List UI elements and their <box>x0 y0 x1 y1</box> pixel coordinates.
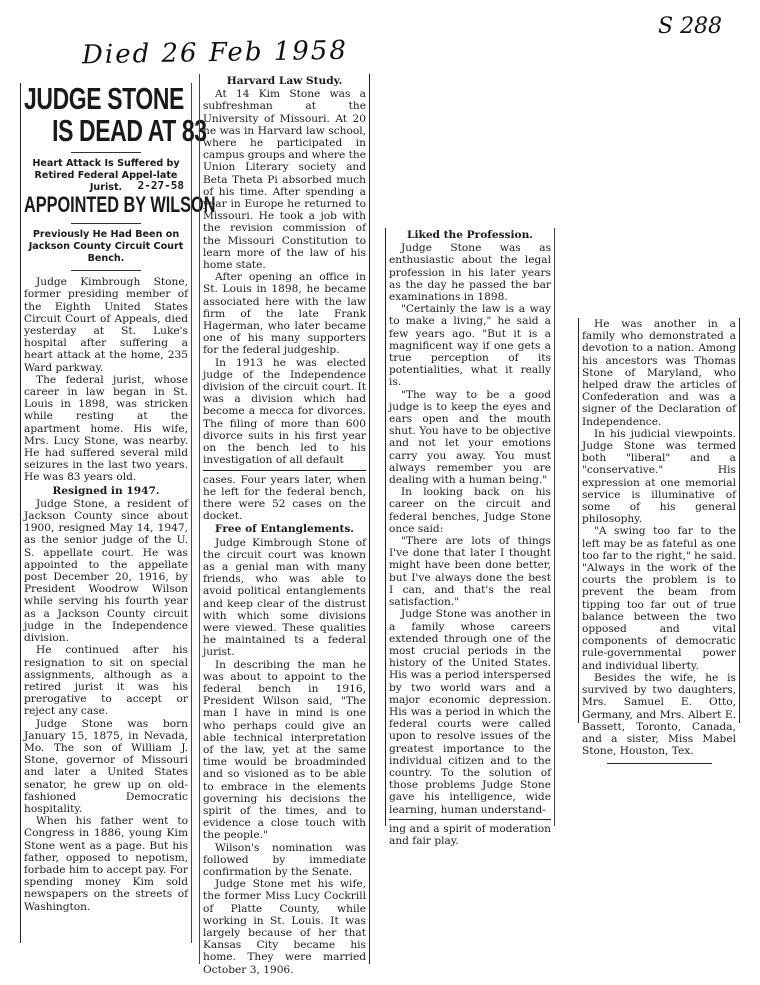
headline-line-2: IS DEAD AT 83 <box>52 113 207 148</box>
paragraph: In describing the man he was about to appoint to the federal bench in 1916, President Wilson said, "The man I have in mind is one who perhaps could give an able technical interpretation of the law, yet at the same time would be broadminded and so visioned as to be able to embrace in the elements governing his decisions the spirit of the times, and to evidence a close touch with the people." <box>203 658 366 842</box>
paragraph: Judge Kimbrough Stone of the circuit court was known as a genial man with many friends, who was able to avoid political entanglements and keep clear of the distrust with which some divisions were viewed. These qualities he maintained ts a federal jurist. <box>203 536 366 659</box>
paragraph: In looking back on his career on the circuit and federal benches, Judge Stone once said: <box>389 486 551 535</box>
paragraph: Besides the wife, he is survived by two daughters, Mrs. Samuel E. Otto, Germany, and Mrs. Albert E. Bassett, Toronto, Canada, and a sister, Miss Mabel Stone, Houston, Tex. <box>582 671 736 758</box>
paragraph: In his judicial viewpoints. Judge Stone was termed both "liberal" and a "conservative." His expression at one memorial service is illuminative of some of his general philosophy. <box>582 427 736 526</box>
paragraph: In 1913 he was elected judge of the Independence division of the circuit court. It was a division which had become a mecca for divorces. The filing of more than 600 divorce suits in his first year on the bench led to his investigation of all default <box>203 356 366 467</box>
paragraph: Judge Stone met his wife, the former Miss Lucy Cockrill of Platte County, while working in St. Louis. It was largely because of her that Kansas City became his home. They were married October 3, 1906. <box>203 878 366 976</box>
column-3 <box>385 228 555 847</box>
paragraph: Judge Stone was another in a family whose careers extended through one of the most crucial periods in the history of the United States. His was a period interspersed by two world wars and a major economic depression. His was a period in which the federal courts were called upon to resolve issues of the greatest importance to the individual citizen and to the country. To the solution of those problems Judge Stone gave his intelligence, wide learning, human understand- <box>389 608 551 816</box>
paragraph-continued: ing and a spirit of moderation and fair play. <box>389 822 551 847</box>
subheading-liked: Liked the Profession. <box>407 229 533 241</box>
paragraph: After opening an office in St. Louis in 1898, he became associated here with the law firm of the late Frank Hagerman, who later became one of his many supporters for the federal judgeship. <box>203 271 366 357</box>
deck-previously: Previously He Had Been on Jackson County Circuit Court Bench. <box>28 229 184 265</box>
divider-rule <box>71 270 141 271</box>
headline-appointed: APPOINTED BY WILSON <box>24 192 216 218</box>
paragraph: Judge Stone, a resident of Jackson County since about 1900, resigned May 14, 1947, as the senior judge of the U. S. appellate court. He was appointed to the appellate post December 20, 1916, by President Woodrow Wilson while serving his fourth year as a Jackson County circuit judge in the Independence division. <box>24 497 188 645</box>
paragraph: Wilson's nomination was followed by immediate confirmation by the Senate. <box>203 841 366 878</box>
handwritten-date-annotation: Died 26 Feb 1958 <box>81 35 349 71</box>
column-1 <box>20 81 216 943</box>
paragraph: The federal jurist, whose career in law began in St. Louis in 1898, was stricken while resting at the apartment home. His wife, Mrs. Lucy Stone, was nearby. He had suffered several mild seizures in the last two years. He was 83 years old. <box>24 373 188 484</box>
paragraph: When his father went to Congress in 1886, young Kim Stone went as a page. But his father, opposed to nepotism, forbade him to accept pay. For spending money Kim sold newspapers on the streets of Washington. <box>24 815 188 913</box>
headline-line-1: JUDGE STONE <box>24 81 184 116</box>
clipping-divider <box>203 470 366 471</box>
handwritten-reference-annotation: S 288 <box>658 14 723 39</box>
paragraph: "There are lots of things I've done that later I thought might have been done better, but I've always done the best I can, and that's the real satisfaction." <box>389 535 551 609</box>
divider-rule <box>71 223 141 224</box>
clipping-divider <box>389 819 551 820</box>
paragraph: Judge Kimbrough Stone, former presiding member of the Eighth United States Circuit Court of Appeals, died yesterday at St. Luke's hospital after suffering a heart attack at the home, 235 Ward parkway. <box>24 276 188 374</box>
deck-heart-attack: Heart Attack Is Suffered by Retired Federal Appel-late Jurist. <box>32 158 180 193</box>
date-stamp: 2-27-58 <box>137 179 184 192</box>
column-2 <box>199 74 370 976</box>
paragraph: "The way to be a good judge is to keep the eyes and ears open and the mouth shut. You have to be objective and not let your emotions carry you away. You must always remember you are dealing with a human being." <box>389 388 551 487</box>
paragraph: "A swing too far to the left may be as fateful as one too far to the right," he said. "Always in the work of the courts the problem is to prevent the beam from tipping too far out of true balance between the two opposed and vital components of democratic rule-governmental power and individual liberty. <box>582 525 736 672</box>
subheading-free: Free of Entanglements. <box>214 523 354 536</box>
paragraph: He was another in a family who demonstrated a devotion to a nation. Among his ancestors was Thomas Stone of Maryland, who helped draw the articles of Confederation and was a signer of the Declaration of Independence. <box>582 318 736 428</box>
paragraph-continued: cases. Four years later, when he left for the federal bench, there were 52 cases on the docket. <box>203 473 366 523</box>
paragraph: He continued after his resignation to sit on special assignments, although as a retired jurist it was his prerogative to accept or reject any case. <box>24 644 188 718</box>
end-rule <box>607 763 712 764</box>
subheading-resigned: Resigned in 1947. <box>52 484 160 497</box>
paragraph: Judge Stone was as enthusiastic about the legal profession in his later years as the day he passed the bar examinations in 1898. <box>389 242 551 304</box>
paragraph: "Certainly the law is a way to make a living," he said a few years ago. "But it is a magnificent way if one gets a true perception of its potentialities, what it really is. <box>389 303 551 389</box>
divider-rule <box>71 152 141 153</box>
paragraph: Judge Stone was born January 15, 1875, in Nevada, Mo. The son of William J. Stone, governor of Missouri and later a United States senator, he grew up on old-fashioned Democratic hospitality. <box>24 717 188 815</box>
subheading-harvard: Harvard Law Study. <box>226 75 343 87</box>
paragraph: At 14 Kim Stone was a subfreshman at the University of Missouri. At 20 he was in Harvard law school, where he participated in campus groups and where the Union Literary society and Beta Theta Pi absorbed much of his time. After spending a year in Europe he returned to Missouri. He took a job with the revision commission of the Missouri Constitution to learn more of the law of his home state. <box>203 88 366 272</box>
column-4 <box>578 318 740 758</box>
